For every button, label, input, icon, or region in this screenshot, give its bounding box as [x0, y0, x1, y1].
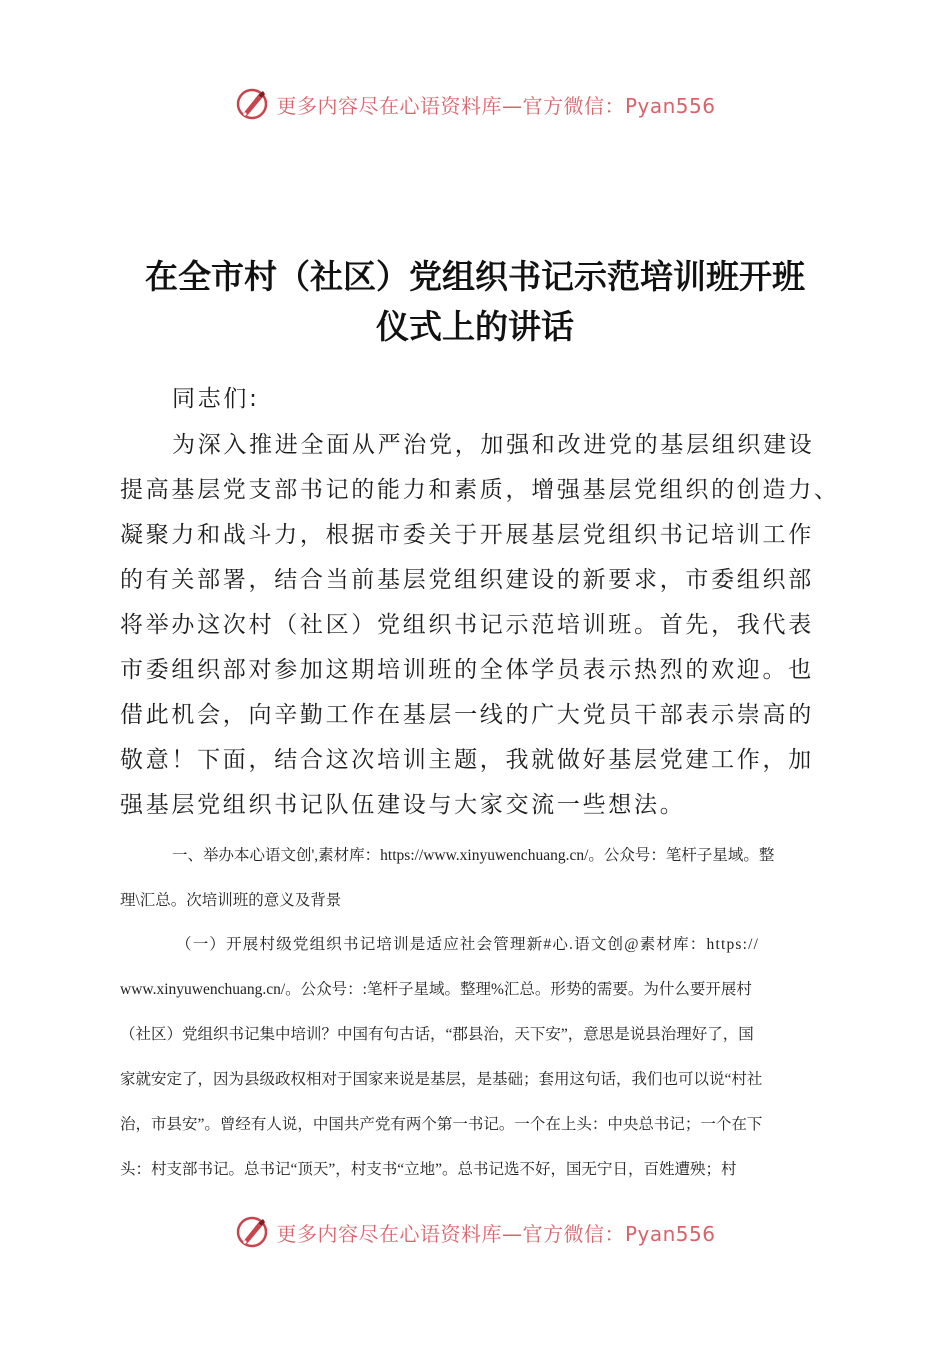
body-line: 家就安定了，因为县级政权相对于国家来说是基层，是基础；套用这句话，我们也可以说“村社 [120, 1071, 763, 1088]
pen-nib-logo-icon [234, 1214, 270, 1250]
title-line: 仪式上的讲话 [376, 307, 574, 346]
footer-watermark-banner [0, 1212, 950, 1252]
speech-line: 强基层党组织书记队伍建设与大家交流一些想法。 [120, 792, 686, 818]
body-line: （一）开展村级党组织书记培训是适应社会管理新#心.语文创@素材库：https:// [176, 936, 760, 953]
body-line: 治，市县安”。曾经有人说，中国共产党有两个第一书记。一个在上头：中央总书记；一个在下 [120, 1116, 763, 1133]
pen-nib-logo-icon [234, 86, 270, 122]
banner-text: 更多内容尽在心语资料库—官方微信：Pyan556 [276, 93, 716, 118]
page-title [110, 252, 840, 352]
banner-text: 更多内容尽在心语资料库—官方微信：Pyan556 [276, 1221, 716, 1246]
speech-line: 借此机会，向辛勤工作在基层一线的广大党员干部表示崇高的 [120, 702, 814, 728]
body-line: 头：村支部书记。总书记“顶天”，村支书“立地”。总书记选不好，国无宁日，百姓遭殃；村 [120, 1161, 737, 1178]
header-watermark-banner [0, 84, 950, 124]
speech-line: 的有关部署，结合当前基层党组织建设的新要求，市委组织部 [120, 567, 814, 593]
title-line: 在全市村（社区）党组织书记示范培训班开班 [145, 257, 805, 296]
speech-line: 市委组织部对参加这期培训班的全体学员表示热烈的欢迎。也 [120, 657, 814, 683]
body-line: 理\汇总。次培训班的意义及背景 [120, 892, 342, 909]
body-line: （社区）党组织书记集中培训？中国有句古话，“郡县治，天下安”，意思是说县治理好了，国 [120, 1026, 754, 1043]
body-line: www.xinyuwenchuang.cn/。公众号：:笔杆子星域。整理%汇总。形势的需要。为什么要开展村 [120, 981, 752, 998]
speech-line: 将举办这次村（社区）党组织书记示范培训班。首先，我代表 [120, 612, 814, 638]
speech-line: 凝聚力和战斗力，根据市委关于开展基层党组织书记培训工作 [120, 522, 814, 548]
speech-line: 敬意！下面，结合这次培训主题，我就做好基层党建工作，加 [120, 747, 814, 773]
body-line: 一、举办本心语文创',素材库：https://www.xinyuwenchuang.cn/。公众号：笔杆子星域。整 [172, 847, 775, 864]
speech-line: 为深入推进全面从严治党，加强和改进党的基层组织建设 [172, 432, 815, 458]
greeting: 同志们: [172, 386, 260, 412]
speech-line: 提高基层党支部书记的能力和素质，增强基层党组织的创造力、 [120, 477, 840, 503]
